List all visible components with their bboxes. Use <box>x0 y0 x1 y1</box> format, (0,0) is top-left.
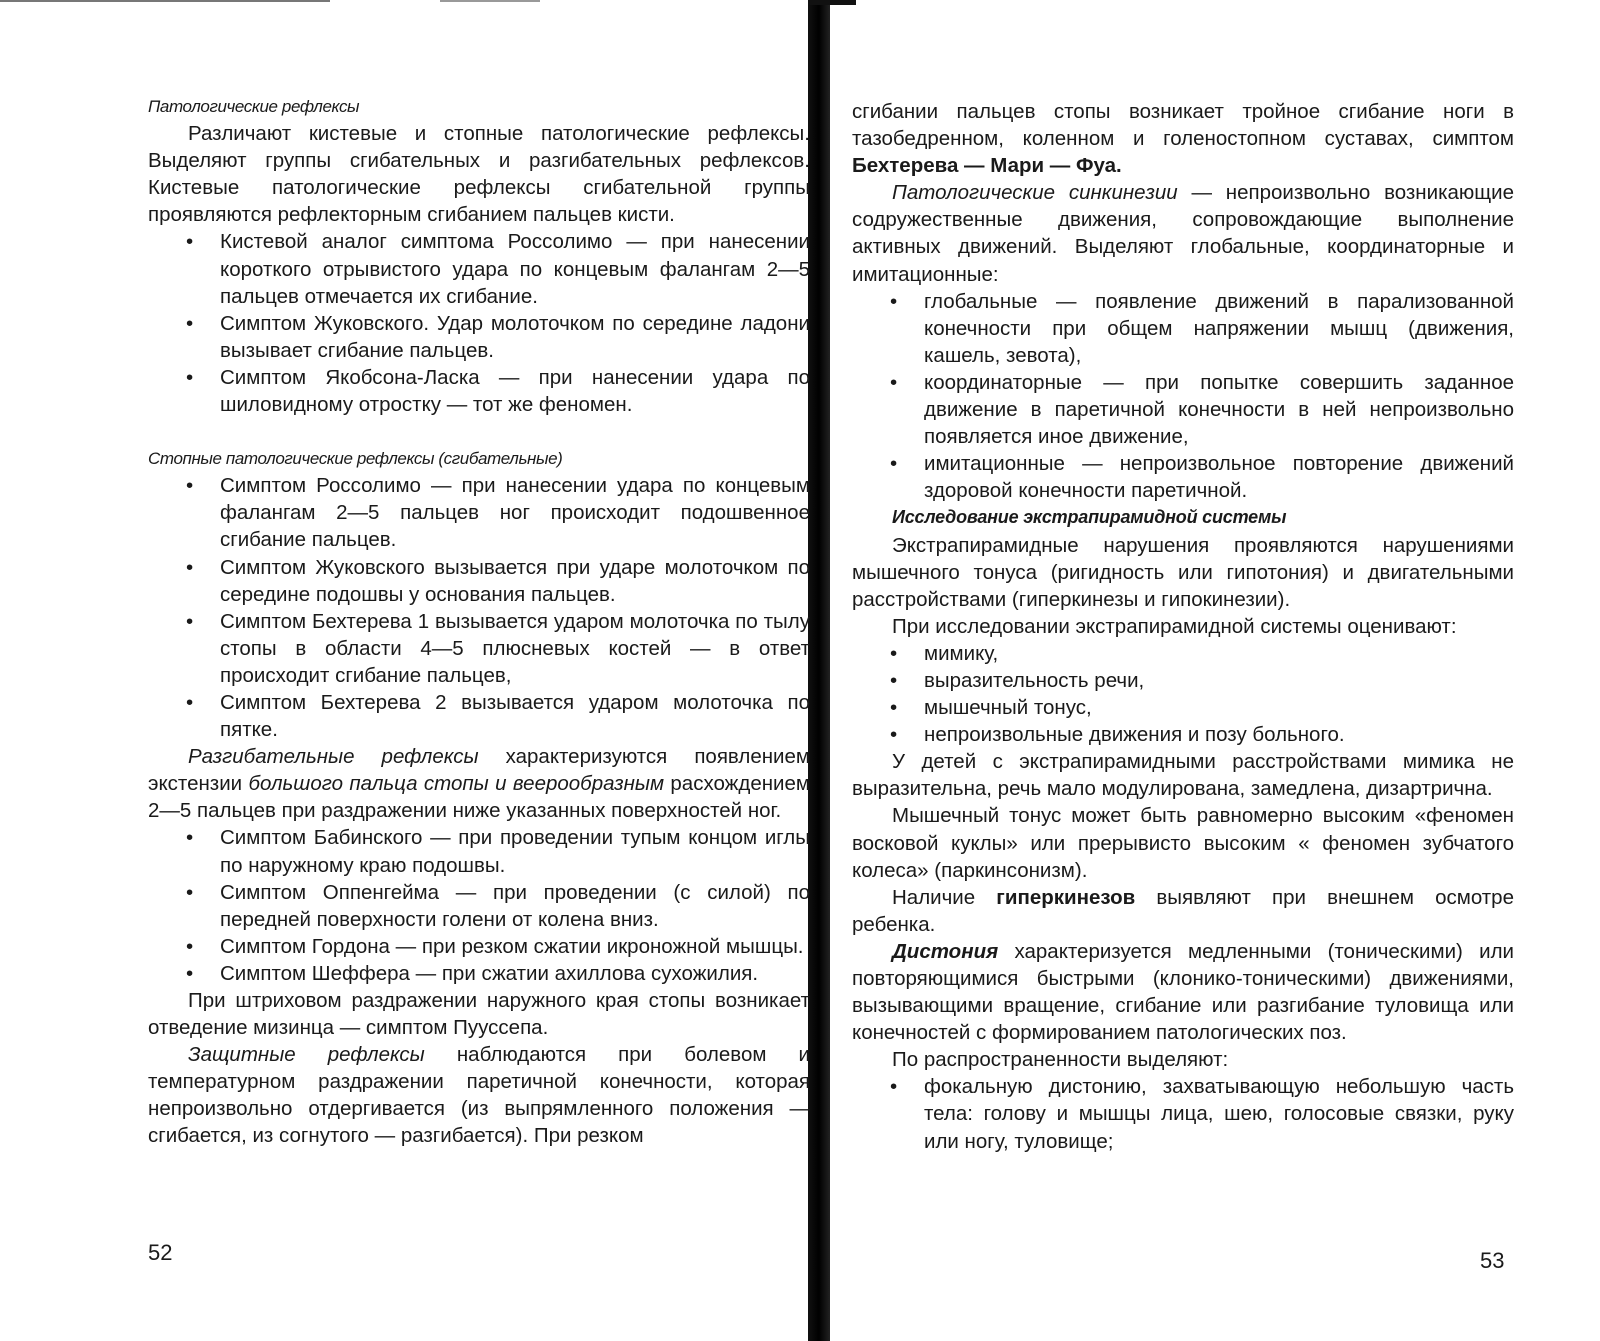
bullet-list <box>148 228 810 418</box>
italic-term: Патологические синкинезии <box>892 181 1178 205</box>
paragraph <box>852 884 1514 938</box>
list-item: • Кистевой аналог симптома Россолимо — при нанесении короткого отрывистого удара по концевым фалангам 2—5 пальцев отмечается их сгибание. <box>148 228 810 309</box>
italic-term: Защитные рефлексы <box>188 1043 425 1067</box>
page-number: 52 <box>148 1240 173 1265</box>
list-item: • глобальные — появление движений в парализованной конечности при общем напряжении мышц (движения, кашель, зевота), <box>852 288 1514 369</box>
scan-edge-line <box>0 0 330 2</box>
bullet-list <box>148 472 810 743</box>
list-item: • Симптом Бехтерева 2 вызывается ударом молоточка по пятке. <box>148 689 810 743</box>
list-item: • непроизвольные движения и позу больного. <box>852 721 1514 748</box>
page-number: 53 <box>1480 1248 1505 1273</box>
list-item: • Симптом Гордона — при резком сжатии икроножной мышцы. <box>148 933 810 960</box>
list-item: • Симптом Шеффера — при сжатии ахиллова сухожилия. <box>148 960 810 987</box>
list-item: • Симптом Жуковского вызывается при ударе молоточком по середине подошвы у основания пальцев. <box>148 554 810 608</box>
list-item: • Симптом Жуковского. Удар молоточком по середине ладони вызывает сгибание пальцев. <box>148 310 810 364</box>
paragraph <box>852 938 1514 1046</box>
text-run: — непроизвольно возникающие содружественные движения, сопровождающие выполнение активных движений. Выделяют глобальные, координаторные и имитационные: <box>852 181 1514 286</box>
paragraph <box>852 179 1514 287</box>
list-item: • Симптом Россолимо — при нанесении удара по концевым фалангам 2—5 пальцев ног происходит подошвенное сгибание пальцев. <box>148 472 810 553</box>
section-heading: Исследование экстрапирамидной системы <box>892 507 1287 528</box>
paragraph <box>148 1041 810 1149</box>
text-run: выявляют при внешнем осмотре ребенка. <box>852 885 1514 936</box>
book-spine-edge <box>808 0 856 5</box>
paragraph: Мышечный тонус может быть равномерно высоким «феномен восковой куклы» или прерывисто высоким « феномен зубчатого колеса» (паркинсонизм). <box>852 804 1514 882</box>
list-item: • мимику, <box>852 640 1514 667</box>
bold-term: Бехтерева — Мари — Фуа. <box>852 154 1122 178</box>
right-page <box>852 98 1514 1155</box>
text-run: Наличие <box>892 885 997 909</box>
italic-term: Разгибательные рефлексы <box>188 745 479 769</box>
text-run: расхождением 2—5 пальцев при раздражении ниже указанных поверхностей ног. <box>148 772 810 823</box>
paragraph: У детей с экстрапирамидными расстройствами мимика не выразительна, речь мало модулирована, замедлена, дизартрична. <box>852 750 1514 801</box>
paragraph: По распространенности выделяют: <box>892 1048 1229 1072</box>
section-heading: Патологические рефлексы <box>148 97 360 116</box>
bullet-list <box>852 288 1514 505</box>
paragraph <box>148 743 810 824</box>
paragraph: При исследовании экстрапирамидной системы оценивают: <box>892 614 1457 638</box>
list-item: • имитационные — непроизвольное повторение движений здоровой конечности паретичной. <box>852 450 1514 504</box>
paragraph: При штриховом раздражении наружного края стопы возникает отведение мизинца — симптом Пууссепа. <box>148 989 810 1040</box>
list-item: • координаторные — при попытке совершить заданное движение в паретичной конечности в ней непроизвольно появляется иное движение, <box>852 369 1514 450</box>
bullet-list <box>852 1073 1514 1154</box>
book-spine <box>808 0 830 1341</box>
bold-term: Дистония <box>892 939 999 963</box>
scan-edge-line <box>440 0 540 2</box>
text-run: сгибании пальцев стопы возникает тройное сгибание ноги в тазобедренном, коленном и голеностопном суставах, симптом <box>852 100 1514 151</box>
list-item: • Симптом Якобсона-Ласка — при нанесении удара по шиловидному отростку — тот же феномен. <box>148 364 810 418</box>
bold-term: гиперкинезов <box>996 885 1136 909</box>
list-item: • выразительность речи, <box>852 667 1514 694</box>
italic-term: большого пальца стопы и веерообразным <box>248 772 665 796</box>
bullet-list <box>148 824 810 987</box>
paragraph: Различают кистевые и стопные патологические рефлексы. Выделяют группы сгибательных и разгибательных рефлексов. Кистевые патологические рефлексы сгибательной группы проявляются рефлекторным сгибанием пальцев кисти. <box>148 122 810 227</box>
list-item: • мышечный тонус, <box>852 694 1514 721</box>
text-run: наблюдаются при болевом и температурном раздражении паретичной конечности, которая непроизвольно отдергивается (из выпрямленного положения — сгибается, из согнутого — разгибается). При резком <box>148 1043 810 1148</box>
list-item: • Симптом Оппенгейма — при проведении (с силой) по передней поверхности голени от колена вниз. <box>148 879 810 933</box>
list-item: • Симптом Бабинского — при проведении тупым концом иглы по наружному краю подошвы. <box>148 824 810 878</box>
bullet-list <box>852 640 1514 748</box>
section-heading: Стопные патологические рефлексы (сгибательные) <box>148 449 563 469</box>
paragraph <box>852 98 1514 179</box>
list-item: • Симптом Бехтерева 1 вызывается ударом молоточка по тылу стопы в области 4—5 плюсневых костей — в ответ происходит сгибание пальцев, <box>148 608 810 689</box>
list-item: • фокальную дистонию, захватывающую небольшую часть тела: голову и мышцы лица, шею, голосовые связки, руку или ногу, туловище; <box>852 1073 1514 1154</box>
left-page <box>148 93 810 1150</box>
text-run: характеризуются появлением экстензии <box>148 745 810 796</box>
paragraph: Экстрапирамидные нарушения проявляются нарушениями мышечного тонуса (ригидность или гипотония) и двигательными расстройствами (гиперкинезы и гипокинезии). <box>852 533 1514 611</box>
text-run: характеризуется медленными (тоническими) или повторяющимися быстрыми (клонико-тоническими) движениями, вызывающими вращение, сгибание или разгибание туловища или конечностей с формированием патологических поз. <box>852 939 1514 1045</box>
